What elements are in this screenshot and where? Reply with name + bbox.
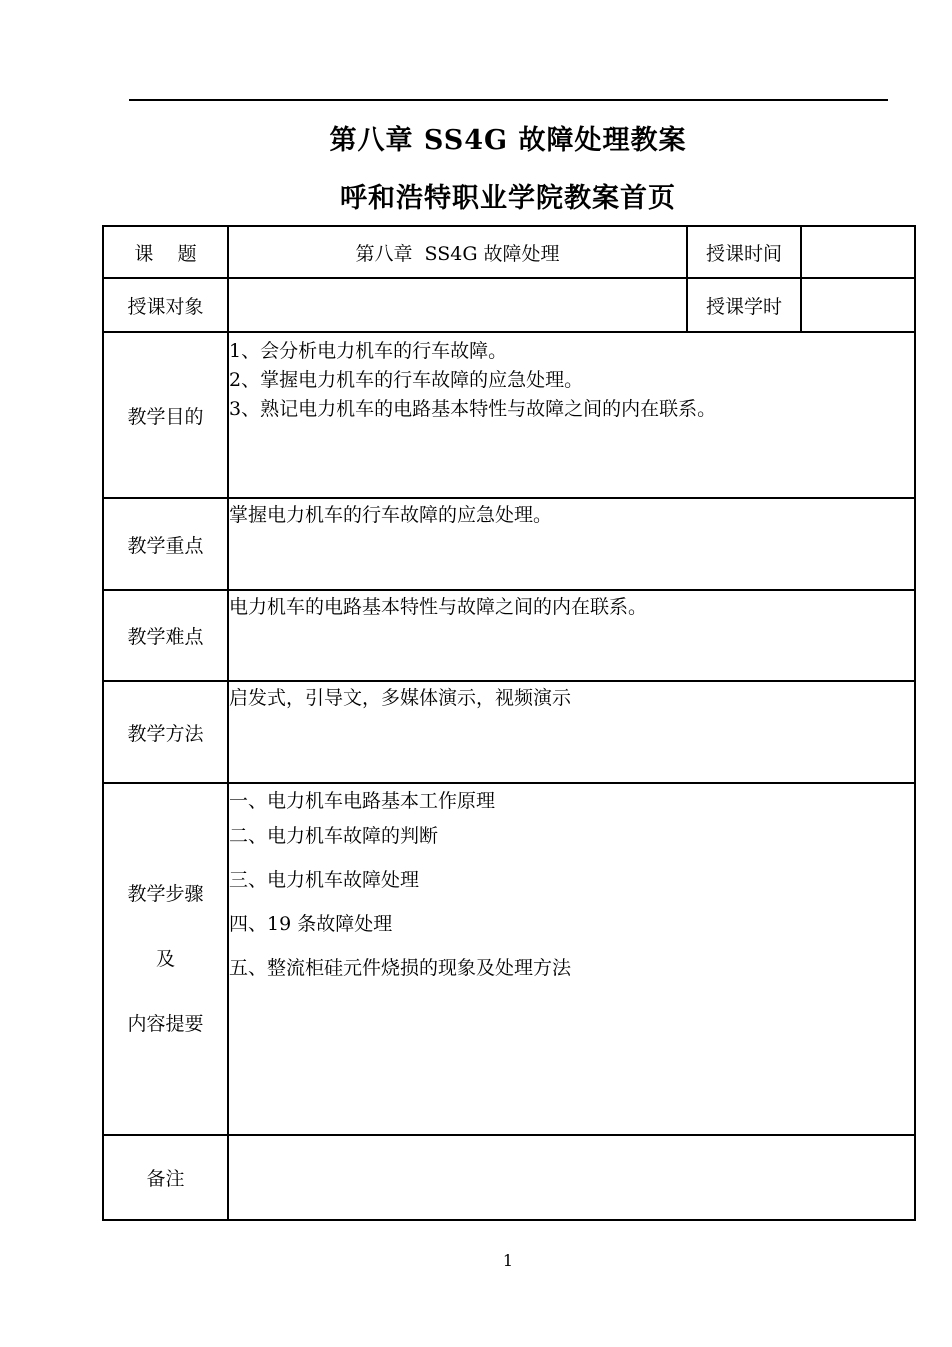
methods-label: 教学方法 — [103, 681, 228, 783]
methods-content — [228, 681, 915, 783]
hours-value — [801, 278, 915, 332]
time-value — [801, 226, 915, 278]
topic-label: 课 题 — [103, 226, 228, 278]
key-points-text: 掌握电力机车的行车故障的应急处理。 — [229, 504, 553, 526]
time-label: 授课时间 — [687, 226, 801, 278]
table-row-steps — [103, 783, 915, 1135]
difficulties-text: 电力机车的电路基本特性与故障之间的内在联系。 — [229, 596, 648, 618]
hours-label: 授课学时 — [687, 278, 801, 332]
difficulties-content — [228, 590, 915, 681]
methods-text: 启发式，引导文，多媒体演示，视频演示 — [229, 687, 572, 709]
objective-item: 2、掌握电力机车的行车故障的应急处理。 — [229, 369, 584, 391]
objective-item: 1、会分析电力机车的行车故障。 — [229, 340, 508, 362]
key-points-label: 教学重点 — [103, 498, 228, 590]
document-subtitle: 呼和浩特职业学院教案首页 — [340, 183, 676, 214]
steps-label-line: 内容提要 — [127, 1013, 204, 1035]
audience-label: 授课对象 — [103, 278, 228, 332]
step-item: 一、电力机车电路基本工作原理 — [229, 790, 496, 812]
header-rule — [129, 99, 888, 101]
lesson-plan-table — [102, 225, 916, 1221]
steps-label-line: 及 — [155, 948, 175, 970]
table-row-topic — [103, 226, 915, 278]
objective-item: 3、熟记电力机车的电路基本特性与故障之间的内在联系。 — [229, 398, 717, 420]
steps-label — [103, 783, 228, 1135]
objectives-content — [228, 332, 915, 498]
page-number: 1 — [502, 1251, 514, 1270]
steps-label-line: 教学步骤 — [127, 883, 204, 905]
step-item: 五、整流柜硅元件烧损的现象及处理方法 — [229, 957, 572, 979]
table-row-methods — [103, 681, 915, 783]
step-item: 四、19 条故障处理 — [229, 913, 393, 935]
audience-value — [228, 278, 687, 332]
key-points-content — [228, 498, 915, 590]
document-title: 第八章 SS4G 故障处理教案 — [329, 125, 687, 156]
difficulties-label: 教学难点 — [103, 590, 228, 681]
step-item: 三、电力机车故障处理 — [229, 869, 420, 891]
notes-label: 备注 — [103, 1135, 228, 1220]
topic-value: 第八章 SS4G 故障处理 — [228, 226, 687, 278]
table-row-key-points — [103, 498, 915, 590]
table-row-objectives — [103, 332, 915, 498]
table-row-notes — [103, 1135, 915, 1220]
table-row-audience — [103, 278, 915, 332]
steps-content — [228, 783, 915, 1135]
objectives-label: 教学目的 — [103, 332, 228, 498]
notes-content — [228, 1135, 915, 1220]
table-row-difficulties — [103, 590, 915, 681]
step-item: 二、电力机车故障的判断 — [229, 825, 439, 847]
